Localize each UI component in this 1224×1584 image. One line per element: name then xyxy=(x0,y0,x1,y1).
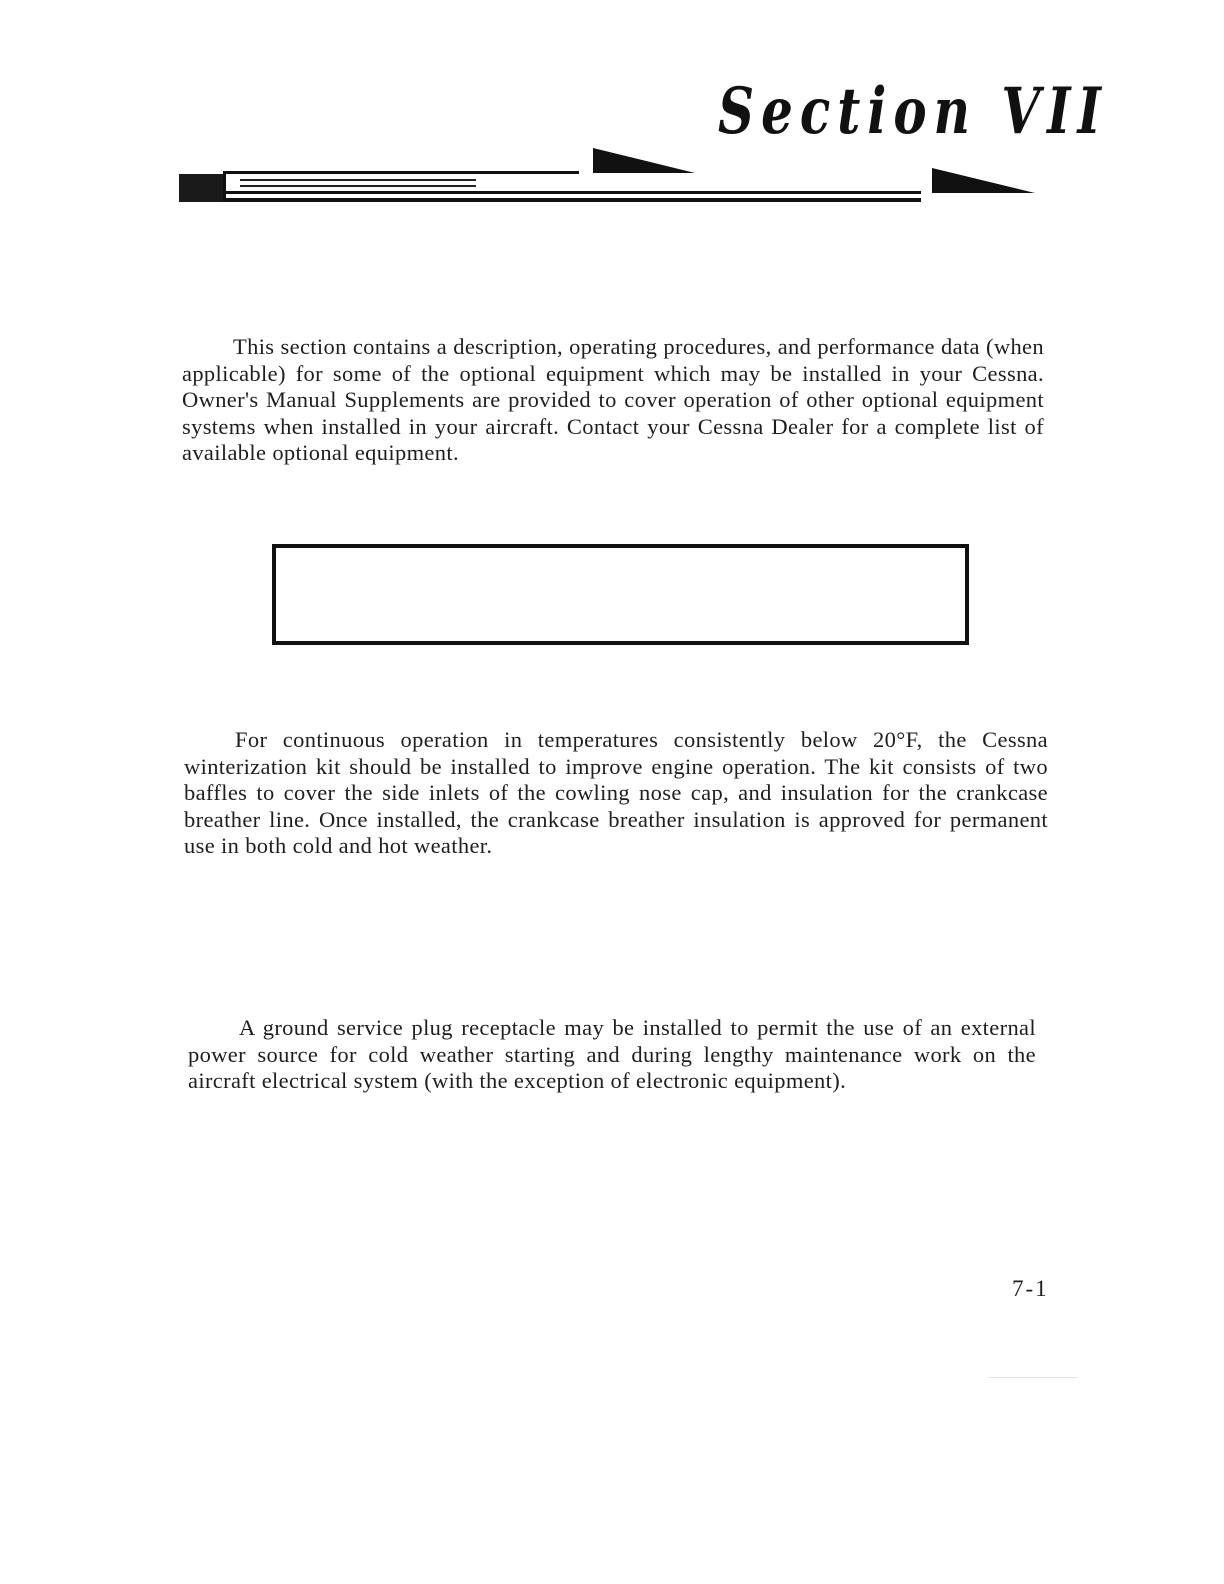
header-arrow-upper xyxy=(593,148,695,173)
header-rule-inner-line-1 xyxy=(240,179,476,181)
header-rule-long-line xyxy=(223,191,921,194)
header-rule-graphic xyxy=(0,0,1224,220)
header-arrow-lower xyxy=(932,168,1035,193)
blank-heading-box xyxy=(272,544,969,645)
intro-paragraph: This section contains a description, operating procedures, and performance data (when applicable) for some of the optional equipment which may be installed in your Cessna. Owner's Manual Supplements are provided to cover operation of other optional equipment systems when installed in your aircraft. Contact your Cessna Dealer for a complete list of available optional equipment. xyxy=(182,334,1044,466)
scan-artifact-line xyxy=(988,1377,1078,1378)
header-rule-left-block xyxy=(179,174,223,202)
header-rule-upper-line xyxy=(223,171,579,174)
section-title: Section VII xyxy=(718,74,1108,149)
ground-service-paragraph: A ground service plug receptacle may be installed to permit the use of an external power source for cold weather starting and during lengthy maintenance work on the aircraft electrical system (with the exception of electronic equipment). xyxy=(188,1015,1036,1094)
header-rule-lower-line xyxy=(223,198,921,202)
header-rule-cap xyxy=(223,171,226,202)
winterization-paragraph: For continuous operation in temperatures consistently below 20°F, the Cessna winterization kit should be installed to improve engine operation. The kit consists of two baffles to cover the side inlets of the cowling nose cap, and insulation for the crankcase breather line. Once installed, the crankcase breather insulation is approved for permanent use in both cold and hot weather. xyxy=(184,727,1048,859)
page-number: 7-1 xyxy=(1012,1276,1049,1301)
header-rule-inner-line-2 xyxy=(240,185,476,187)
